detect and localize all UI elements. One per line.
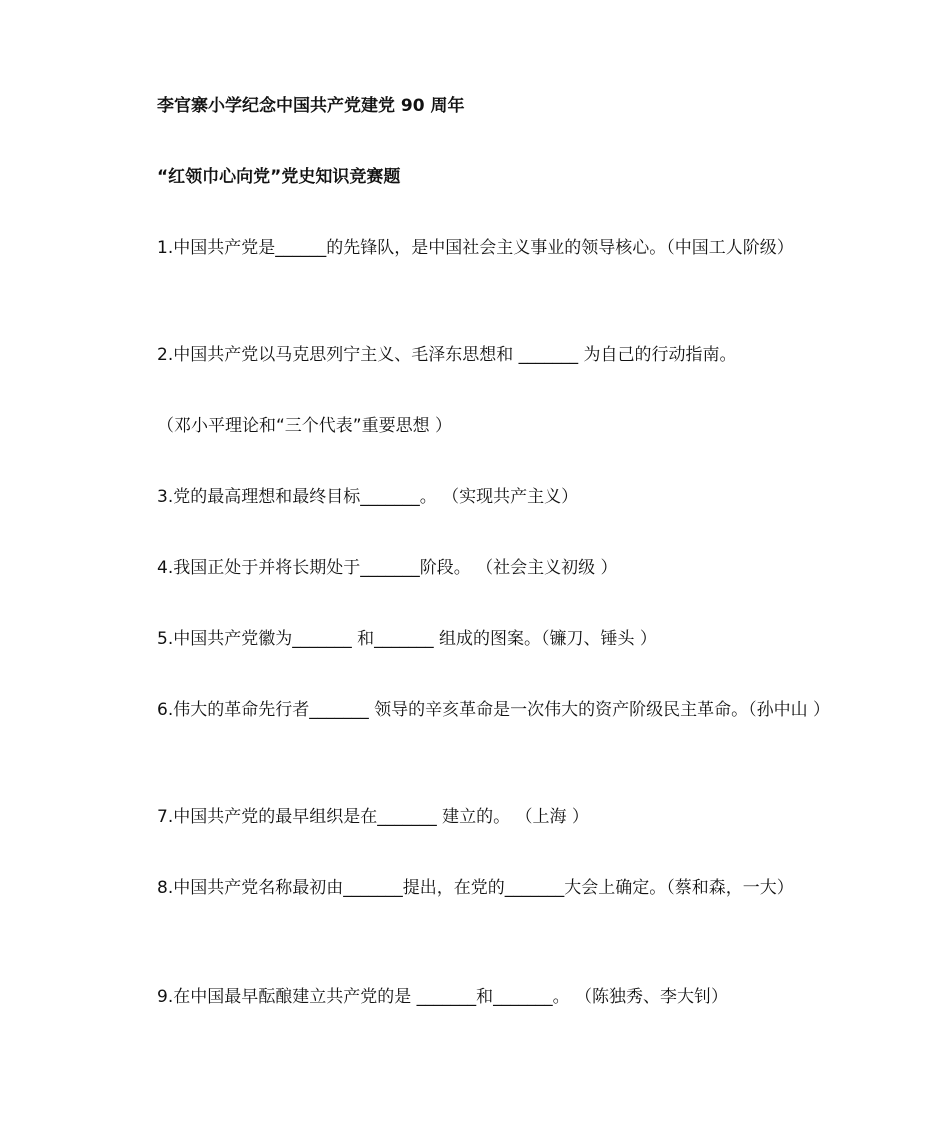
question-6: 6.伟大的革命先行者_______ 领导的辛亥革命是一次伟大的资产阶级民主革命。（孙中山 ） [157,700,831,720]
document-title: 李官寨小学纪念中国共产党建党 90 周年 [157,96,465,116]
question-9: 9.在中国最早酝酿建立共产党的是 _______和_______。 （陈独秀、李大钊） [157,987,729,1007]
question-5: 5.中国共产党徽为_______ 和_______ 组成的图案。（镰刀、锤头 ） [157,629,657,649]
question-4: 4.我国正处于并将长期处于_______阶段。 （社会主义初级 ） [157,558,618,578]
question-2-answer: （邓小平理论和“三个代表”重要思想 ） [157,416,453,436]
question-8: 8.中国共产党名称最初由_______提出，在党的_______大会上确定。（蔡和森，一大） [157,878,794,898]
question-7: 7.中国共产党的最早组织是在_______ 建立的。 （上海 ） [157,807,589,827]
question-2: 2.中国共产党以马克思列宁主义、毛泽东思想和 _______ 为自己的行动指南。 [157,345,737,365]
question-3: 3.党的最高理想和最终目标_______。 （实现共产主义） [157,487,579,507]
document-subtitle: “红领巾心向党”党史知识竞赛题 [157,167,401,187]
question-1: 1.中国共产党是______的先锋队，是中国社会主义事业的领导核心。（中国工人阶级） [157,238,794,258]
